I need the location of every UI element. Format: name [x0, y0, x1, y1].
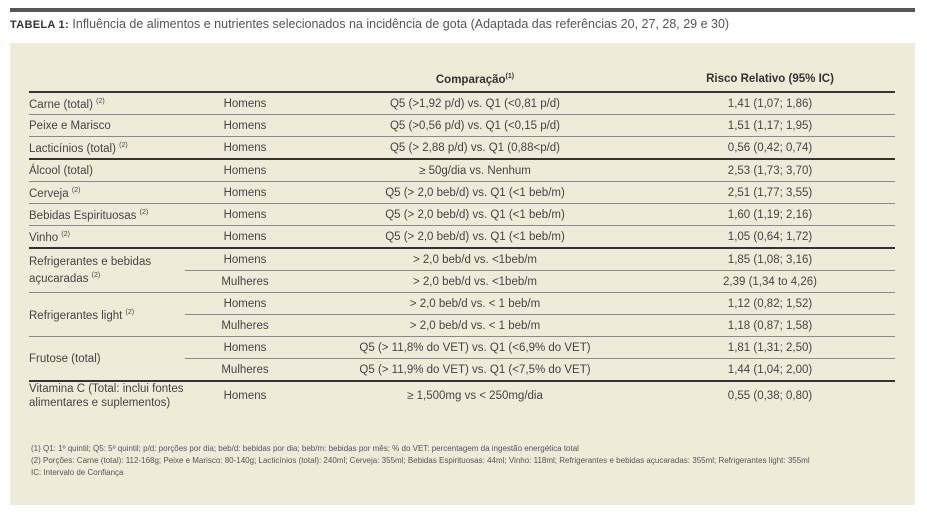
row-risk: 1,18 (0,87; 1,58): [645, 315, 895, 337]
row-comparison: Q5 (> 11,8% do VET) vs. Q1 (<6,9% do VET): [305, 337, 645, 359]
row-item: Carne (total) $^{(2)}$: [29, 92, 185, 115]
row-sex: Homens: [185, 226, 305, 249]
header-sex: [185, 67, 305, 92]
row-comparison: ≥ 50g/dia vs. Nenhum: [305, 159, 645, 182]
caption-label: TABELA 1:: [10, 19, 69, 31]
table-row: [29, 204, 895, 226]
header-comparison-sup: (1): [505, 72, 515, 80]
row-comparison: > 2,0 beb/d vs. < 1 beb/m: [305, 315, 645, 337]
row-item: Refrigerantes light $^{(2)}$: [29, 293, 185, 337]
header-risk: Risco Relativo (95% IC): [706, 73, 834, 85]
row-risk: 1,85 (1,08; 3,16): [645, 248, 895, 271]
row-risk: 1,41 (1,07; 1,86): [645, 92, 895, 115]
row-sex: Homens: [185, 381, 305, 410]
row-risk: 2,39 (1,34 to 4,26): [645, 271, 895, 293]
row-risk: 0,56 (0,42; 0,74): [645, 137, 895, 160]
row-item: Vitamina C (Total: inclui fontes alimentares e suplementos): [29, 383, 184, 409]
row-comparison: > 2,0 beb/d vs. < 1 beb/m: [305, 293, 645, 315]
row-risk: 1,12 (0,82; 1,52): [645, 293, 895, 315]
row-item: Lacticínios (total) $^{(2)}$: [29, 137, 185, 160]
table-row: [29, 92, 895, 115]
row-comparison: ≥ 1,500mg vs < 250mg/dia: [305, 381, 645, 410]
row-risk: 1,81 (1,31; 2,50): [645, 337, 895, 359]
table-row: [29, 159, 895, 182]
table-row: [29, 226, 895, 249]
table-row: [29, 137, 895, 160]
row-sex: Homens: [185, 159, 305, 182]
row-risk: 1,05 (0,64; 1,72): [645, 226, 895, 249]
footnote: (1) Q1: 1º quintil; Q5: 5º quintil; p/d: porções por dia; beb/d: bebidas por dia; beb/m: bebidas por mês; % do VET: percentagem da ingestão energética total: [31, 444, 579, 453]
table-row: [29, 381, 895, 410]
row-comparison: Q5 (> 11,9% do VET) vs. Q1 (<7,5% do VET): [305, 359, 645, 382]
footnote: (2) Porções: Carne (total): 112-168g; Peixe e Marisco: 80-140g; Lacticínios (total): 240ml; Cerveja: 355ml; Bebidas Espirituosas: 44ml; Vinho: 118ml; Refrigerantes e bebidas açucaradas: 355ml; Refrigerantes light: 355ml: [31, 456, 810, 465]
row-risk: 0,55 (0,38; 0,80): [645, 381, 895, 410]
row-risk: 2,53 (1,73; 3,70): [645, 159, 895, 182]
row-sex: Homens: [185, 137, 305, 160]
row-item: Peixe e Marisco: [29, 115, 185, 137]
header-comparison: [305, 67, 645, 92]
header-item: [29, 67, 185, 92]
row-risk: 1,60 (1,19; 2,16): [645, 204, 895, 226]
row-item: Vinho $^{(2)}$: [29, 226, 185, 249]
table-row: [29, 248, 895, 271]
row-sex: Mulheres: [185, 271, 305, 293]
row-risk: 1,44 (1,04; 2,00): [645, 359, 895, 382]
row-comparison: Q5 (> 2,0 beb/d) vs. Q1 (<1 beb/m): [305, 182, 645, 204]
row-sex: Homens: [185, 293, 305, 315]
row-item: Refrigerantes e bebidas açucaradas $^{(2)}$: [29, 248, 185, 293]
row-comparison: Q5 (>0,56 p/d) vs. Q1 (<0,15 p/d): [305, 115, 645, 137]
row-risk: 1,51 (1,17; 1,95): [645, 115, 895, 137]
row-item: Cerveja $^{(2)}$: [29, 182, 185, 204]
table-caption: [10, 17, 729, 31]
row-comparison: Q5 (> 2,0 beb/d) vs. Q1 (<1 beb/m): [305, 204, 645, 226]
row-sex: Homens: [185, 182, 305, 204]
row-sex: Homens: [185, 115, 305, 137]
row-comparison: > 2,0 beb/d vs. <1beb/m: [305, 271, 645, 293]
row-sex: Mulheres: [185, 359, 305, 382]
table-panel: [10, 43, 915, 505]
row-item: Bebidas Espirituosas $^{(2)}$: [29, 204, 185, 226]
row-comparison: Q5 (>1,92 p/d) vs. Q1 (<0,81 p/d): [305, 92, 645, 115]
gout-risk-table: [29, 67, 895, 410]
table-row: [29, 293, 895, 315]
row-comparison: Q5 (> 2,88 p/d) vs. Q1 (0,88<p/d): [305, 137, 645, 160]
row-sex: Mulheres: [185, 315, 305, 337]
row-sex: Homens: [185, 92, 305, 115]
row-comparison: Q5 (> 2,0 beb/d) vs. Q1 (<1 beb/m): [305, 226, 645, 249]
row-item: Frutose (total): [29, 337, 185, 382]
top-rule: [10, 8, 915, 12]
row-sex: Homens: [185, 248, 305, 271]
table-header-row: [29, 67, 895, 92]
row-sex: Homens: [185, 337, 305, 359]
row-sex: Homens: [185, 204, 305, 226]
row-comparison: > 2,0 beb/d vs. <1beb/m: [305, 248, 645, 271]
row-item: Álcool (total): [29, 159, 185, 182]
row-risk: 2,51 (1,77; 3,55): [645, 182, 895, 204]
table-row: [29, 337, 895, 359]
table-row: [29, 182, 895, 204]
footnotes: [31, 443, 810, 479]
header-comparison-label: Comparação: [435, 73, 506, 86]
caption-text: Influência de alimentos e nutrientes selecionados na incidência de gota (Adaptada das referências 20, 27, 28, 29 e 30): [72, 17, 730, 31]
table-row: [29, 115, 895, 137]
footnote: IC: Intervalo de Confiança: [31, 468, 124, 477]
